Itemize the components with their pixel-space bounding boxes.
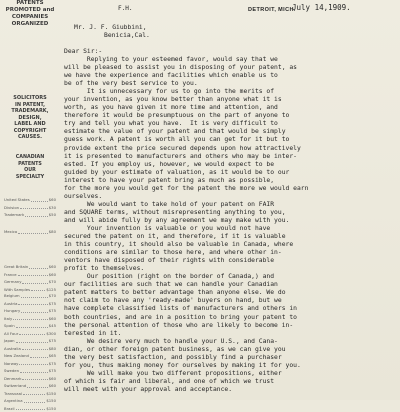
- fee-country: Austria: [4, 300, 17, 308]
- fee-country: Brazil: [4, 405, 15, 412]
- fee-country: Germany: [4, 278, 21, 286]
- leader-dots: [21, 307, 48, 313]
- fee-country: With Samples: [4, 286, 30, 294]
- leader-dots: [29, 263, 47, 269]
- fee-row: [4, 204, 56, 212]
- fee-country: Switzerland: [4, 382, 26, 390]
- sidebar-header: [2, 0, 58, 28]
- leader-dots: [25, 211, 48, 217]
- fee-country: France: [4, 271, 17, 279]
- fee-amount: $50: [49, 211, 56, 219]
- letterhead-sidebar: [0, 0, 58, 400]
- fee-amount: $60: [49, 375, 56, 383]
- fee-amount: $150: [46, 397, 56, 405]
- fee-country: Transvaal: [4, 390, 22, 398]
- fee-amount: $150: [46, 405, 56, 412]
- fee-row: [4, 263, 56, 271]
- fee-row: [4, 390, 56, 398]
- leader-dots: [21, 292, 48, 298]
- fee-amount: $60: [49, 382, 56, 390]
- leader-dots: [19, 360, 47, 366]
- fee-amount: $60: [49, 315, 56, 323]
- leader-dots: [18, 271, 48, 277]
- fee-country: Argentina: [4, 397, 23, 405]
- leader-dots: [16, 405, 46, 411]
- fee-row: [4, 345, 56, 353]
- fee-row: [4, 278, 56, 286]
- sidebar-header-line: ORGANIZED: [2, 21, 58, 28]
- fee-amount: $150: [46, 390, 56, 398]
- fee-country: Norway: [4, 360, 18, 368]
- leader-dots: [27, 382, 48, 388]
- canadian-line: PATENTS: [2, 162, 58, 169]
- fee-amount: $70: [49, 278, 56, 286]
- leader-dots: [13, 315, 48, 321]
- fee-amount: $300: [46, 330, 56, 338]
- services-line: TRADEMARK,: [2, 108, 58, 115]
- fee-country: Mexico: [4, 228, 17, 236]
- fee-row: [4, 382, 56, 390]
- sidebar-header-line: PROMOTED and: [2, 7, 58, 14]
- sidebar-services: [2, 95, 58, 141]
- fee-country: Italy: [4, 315, 12, 323]
- fee-country: Great Britain: [4, 263, 28, 271]
- services-line: DESIGN,: [2, 115, 58, 122]
- fee-amount: $75: [49, 300, 56, 308]
- recipient-name: Mr. J. F. Giubbini,: [74, 24, 147, 32]
- fee-amount: $125: [46, 286, 56, 294]
- letter-paragraphs: Replying to your esteemed favor, would say that we will be pleased to assist you in disposing of your patent, as we have the experience and facilities which enable us to be of the very best service to you. It is unnecessary for us to go into the merits of your invention, as you know better than anyone what it is worth, as you have given it more time and attention, and therefore it would be presumptuous on the part of anyone to try and tell you what you have. It is very difficult to estimate the value of your patent and that would be simply guess work. A patent is worth all you can get for it but to provide extent the price secured depends upon how attractively it is presented to manufacturers and others who may be inter- ested. If you employ us, however, we would expect to be guided by your estimate of valuation, as it would be to our interest to have your patent bring as much as possible, for the more you would get for the patent the more we would earn ourselves. We would want to take hold of your patent on FAIR and SQUARE terms, without misrepresenting anything to you, and will abide fully by any agreement we may make with you. Your invention is valuable or you would not have secured the patent on it, and therefore, if it is valuable in this country, it should also be valuable in Canada, where conditions are similar to those here, and where other in- ventors have disposed of their rights with considerable profit to themselves. Our position (right on the border of Canada,) and our facilities are such that we can handle your Canadian patent matters to better advantage than anyone else. We do not claim to have any 'ready-made' buyers on hand, but we have complete classified lists of manufacturers and others in both countries, and are in a position to bring your patent to the personal attention of those who are likely to become in- terested in it. We desire very much to handle your U.S., and Cana- dian, or other foreign patent business, as we can give you the very best satisfaction, and possibly find a purchaser for you, thus making money for ourselves by making it for you. We will make you two different propositions, either of which is fair and liberal, and one of which we trust will meet with your approval and acceptance.: [64, 56, 398, 394]
- fee-list: [4, 263, 56, 293]
- fee-row: [4, 196, 56, 204]
- fee-row: [4, 228, 56, 236]
- fee-row: [4, 360, 56, 368]
- fee-amount: $45: [49, 322, 56, 330]
- fee-row: [4, 397, 56, 405]
- fee-row: [4, 375, 56, 383]
- fee-country: All Four: [4, 330, 18, 338]
- fee-country: Denmark: [4, 375, 21, 383]
- sidebar-canadian-specialty: [2, 155, 58, 181]
- fee-amount: $65: [49, 352, 56, 360]
- fee-row: [4, 300, 56, 308]
- fee-country: Hungary: [4, 307, 20, 315]
- reference-initials: F.H.: [118, 5, 132, 13]
- fee-country: Japan: [4, 337, 15, 345]
- fee-country: Trademark: [4, 211, 24, 219]
- fee-country: Belgium: [4, 292, 20, 300]
- fee-row: [4, 330, 56, 338]
- fee-amount: $60: [49, 271, 56, 279]
- canadian-line: OUR: [2, 168, 58, 175]
- leader-dots: [16, 322, 48, 328]
- fee-row: [4, 315, 56, 323]
- canadian-line: SPECIALTY: [2, 175, 58, 182]
- fee-row: [4, 405, 56, 412]
- services-line: SOLICITORS: [2, 95, 58, 102]
- salutation: Dear Sir:-: [64, 48, 102, 56]
- fee-amount: $30: [49, 204, 56, 212]
- fee-country: Australia: [4, 345, 21, 353]
- fee-amount: $60: [49, 263, 56, 271]
- fee-list: [4, 292, 56, 337]
- fee-amount: $60: [49, 196, 56, 204]
- leader-dots: [22, 345, 48, 351]
- fee-row: [4, 307, 56, 315]
- services-line: LABEL AND: [2, 121, 58, 128]
- leader-dots: [31, 196, 48, 202]
- leader-dots: [19, 330, 45, 336]
- fee-country: New Zealand: [4, 352, 29, 360]
- leader-dots: [18, 300, 47, 306]
- letter-body: [62, 0, 398, 400]
- fee-list: [4, 337, 56, 412]
- fee-row: [4, 292, 56, 300]
- leader-dots: [16, 337, 48, 343]
- fee-list: [4, 196, 56, 219]
- fee-amount: $75: [49, 360, 56, 368]
- leader-dots: [31, 286, 45, 292]
- letterhead-place: DETROIT, MICH.: [248, 6, 296, 14]
- leader-dots: [30, 352, 48, 358]
- services-line: COPYRIGHT: [2, 128, 58, 135]
- leader-dots: [18, 228, 47, 234]
- fee-amount: $75: [49, 307, 56, 315]
- fee-row: [4, 352, 56, 360]
- sidebar-header-line: PATENTS: [2, 0, 58, 7]
- services-line: CAUSES.: [2, 134, 58, 141]
- leader-dots: [20, 204, 48, 210]
- leader-dots: [22, 375, 47, 381]
- services-line: IN PATENT,: [2, 102, 58, 109]
- recipient-city: Benicia,Cal.: [104, 32, 150, 40]
- leader-dots: [23, 390, 45, 396]
- fee-list: [4, 228, 56, 236]
- fee-country: United States: [4, 196, 30, 204]
- leader-dots: [22, 278, 47, 284]
- fee-row: [4, 322, 56, 330]
- canadian-line: CANADIAN: [2, 155, 58, 162]
- fee-row: [4, 271, 56, 279]
- leader-dots: [20, 367, 48, 373]
- letter-date: July 14,1909.: [292, 4, 351, 12]
- fee-amount: $80: [49, 345, 56, 353]
- fee-amount: $75: [49, 337, 56, 345]
- fee-country: Sweden: [4, 367, 19, 375]
- fee-amount: $75: [49, 367, 56, 375]
- fee-country: Division: [4, 204, 19, 212]
- fee-row: [4, 337, 56, 345]
- sidebar-header-line: COMPANIES: [2, 14, 58, 21]
- fee-amount: $80: [49, 228, 56, 236]
- fee-country: Spain: [4, 322, 15, 330]
- fee-row: [4, 367, 56, 375]
- fee-amount: $70: [49, 292, 56, 300]
- fee-row: [4, 211, 56, 219]
